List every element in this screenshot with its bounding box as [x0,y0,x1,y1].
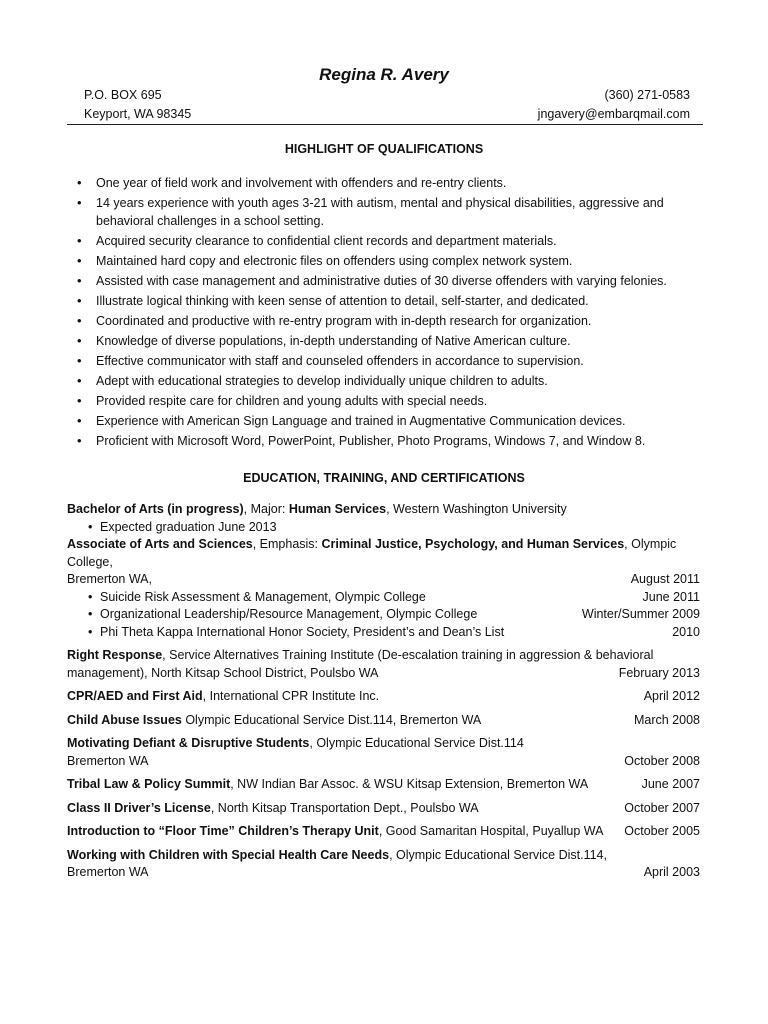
training-tribal [67,776,700,794]
degree-title: Associate of Arts and Sciences [67,537,253,551]
training-date: March 2008 [633,712,700,727]
training-date: February 2013 [618,665,700,680]
header-divider [67,124,703,125]
training-special-health [67,847,700,865]
training-detail: management), North Kitsap School District, Poulsbo WA [67,665,379,680]
list-item: • Proficient with Microsoft Word, PowerPoint, Publisher, Photo Programs, Windows 7, and Window 8. [66,432,686,450]
training-right-response-line2 [67,665,700,683]
edu-sub-item [67,606,700,624]
degree-date: August 2011 [630,572,700,586]
training-cpr [67,688,700,706]
training-date: June 2007 [641,777,700,791]
training-title: Right Response [67,648,163,662]
training-title: Child Abuse Issues [67,712,182,727]
training-motivating [67,735,700,753]
edu-sub-text: • Suicide Risk Assessment & Management, Olympic College [100,589,426,604]
edu-sub-date: 2010 [672,624,700,639]
training-detail: , Service Alternatives Training Institute (De-escalation training in aggression & behavioral [162,648,654,662]
address-line-1: P.O. BOX 695 [84,88,162,102]
training-title: CPR/AED and First Aid [67,689,203,703]
training-detail: , Olympic Educational Service Dist.114 [309,736,524,750]
training-motivating-line2 [67,753,700,771]
resume-name: Regina R. Avery [319,65,449,84]
training-date: April 2003 [643,865,700,879]
edu-sub-text: • Phi Theta Kappa International Honor Society, President’s and Dean’s List [100,624,505,639]
edu-sub-item [67,589,700,607]
list-item: • Experience with American Sign Language and trained in Augmentative Communication devices. [66,412,686,430]
training-date: October 2005 [624,824,700,838]
list-item: • Maintained hard copy and electronic files on offenders using complex network system. [66,252,686,270]
training-special-health-line2 [67,864,700,882]
training-title: Working with Children with Special Health Care Needs [67,847,390,862]
training-class2 [67,800,700,818]
list-item: • Acquired security clearance to confidential client records and department materials. [66,232,686,250]
training-detail: , NW Indian Bar Assoc. & WSU Kitsap Extension, Bremerton WA [230,777,589,791]
training-detail: Olympic Educational Service Dist.114, Bremerton WA [181,712,482,727]
degree-major: Human Services [288,502,387,516]
list-item: • Assisted with case management and administrative duties of 30 diverse offenders with varying felonies. [66,272,686,290]
degree-emphasis: Criminal Justice, Psychology, and Human Services [321,537,625,551]
edu-sub-date: June 2011 [642,589,700,604]
edu-entry-aa [67,536,700,571]
training-detail: , North Kitsap Transportation Dept., Poulsbo WA [210,800,479,815]
training-title: Introduction to “Floor Time” Children’s Therapy Unit [67,824,379,838]
edu-sub-item [67,624,700,642]
qualifications-list [66,174,686,452]
training-date: October 2007 [624,800,700,815]
address-line-2: Keyport, WA 98345 [84,107,192,121]
training-detail: , Olympic Educational Service Dist.114, [389,847,607,862]
edu-sub-text: • Organizational Leadership/Resource Management, Olympic College [100,607,478,621]
email-address: jngavery@embarqmail.com [537,107,690,121]
training-floortime [67,823,700,841]
edu-sub-text: • Expected graduation June 2013 [100,519,277,534]
qualifications-heading: HIGHLIGHT OF QUALIFICATIONS [284,142,484,156]
training-detail: , Good Samaritan Hospital, Puyallup WA [378,824,604,838]
list-item: • Provided respite care for children and young adults with special needs. [66,392,686,410]
training-title: Motivating Defiant & Disruptive Students [67,736,310,750]
phone-number: (360) 271-0583 [604,88,690,102]
training-title: Class II Driver’s License [67,800,211,815]
training-right-response [67,647,700,665]
training-title: Tribal Law & Policy Summit [67,777,231,791]
degree-title: Bachelor of Arts (in progress) [67,502,244,516]
edu-entry-ba [67,501,700,519]
degree-school: , Western Washington University [386,502,567,516]
degree-school: , Olympic College, [67,537,677,569]
list-item: • Coordinated and productive with re-entry program with in-depth research for organization. [66,312,686,330]
list-item: • One year of field work and involvement with offenders and re-entry clients. [66,174,686,192]
education-list [67,501,700,882]
list-item: • Illustrate logical thinking with keen sense of attention to detail, self-starter, and dedicated. [66,292,686,310]
list-item: • Knowledge of diverse populations, in-depth understanding of Native American culture. [66,332,686,350]
edu-sub-date: Winter/Summer 2009 [581,607,700,621]
contact-block [84,86,690,124]
training-detail: Bremerton WA [67,753,149,768]
training-detail: , International CPR Institute Inc. [202,689,380,703]
edu-entry-aa-line2 [67,571,700,589]
training-date: April 2012 [643,689,700,703]
education-heading: EDUCATION, TRAINING, AND CERTIFICATIONS [243,471,525,485]
degree-sep: , Major: [243,502,289,516]
edu-sub-item [67,519,700,537]
training-date: October 2008 [624,753,700,768]
training-child-abuse [67,712,700,730]
degree-sep: , Emphasis: [252,537,322,551]
list-item: • Adept with educational strategies to develop individually unique children to adults. [66,372,686,390]
list-item: • 14 years experience with youth ages 3-21 with autism, mental and physical disabilities, aggressive and behavioral challenges in a school setting. [66,194,686,230]
degree-location: Bremerton WA, [67,572,152,586]
list-item: • Effective communicator with staff and counseled offenders in accordance to supervision. [66,352,686,370]
training-detail: Bremerton WA [67,865,149,879]
